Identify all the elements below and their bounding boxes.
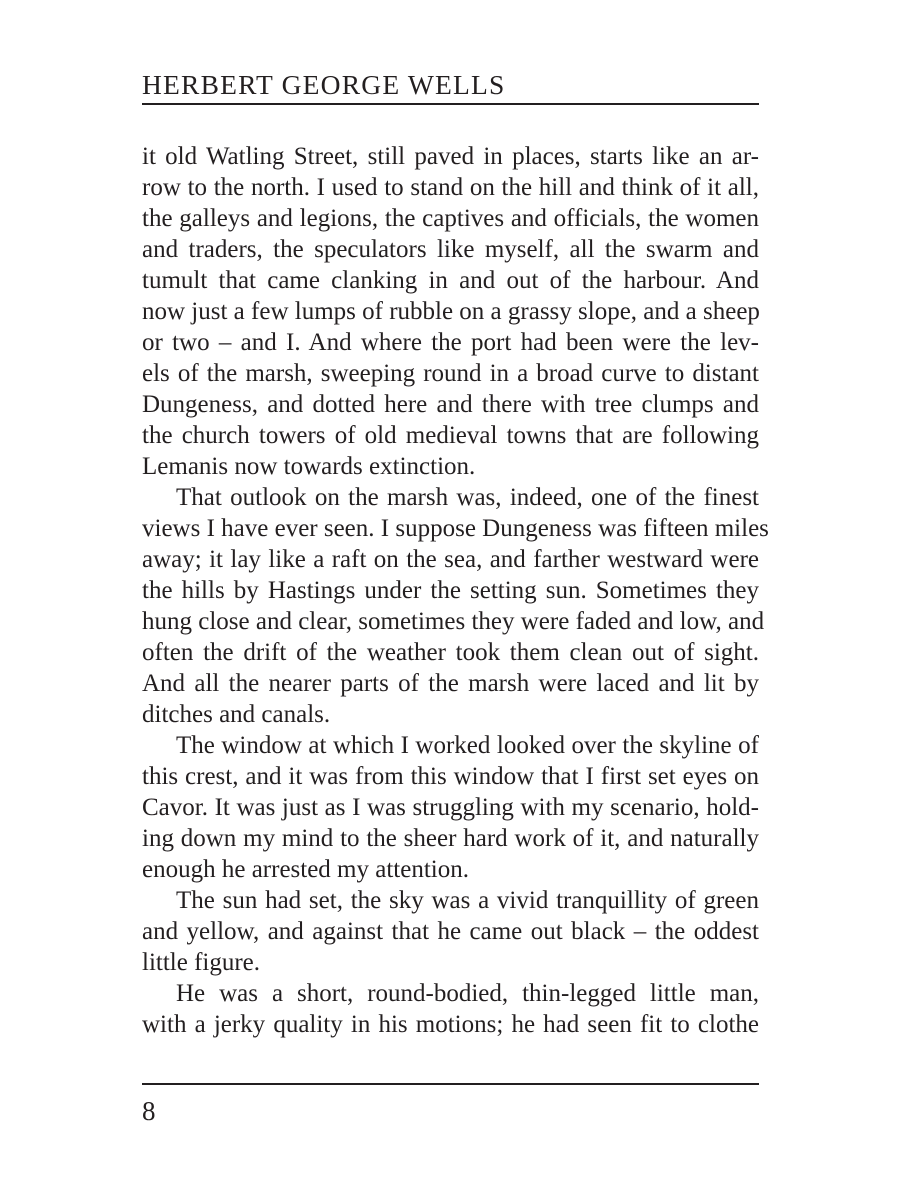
text-line: ing down my mind to the sheer hard work of it, and naturally xyxy=(142,825,759,852)
text-line: ditches and canals. xyxy=(142,701,331,728)
text-line: or two – and I. And where the port had been were the lev- xyxy=(142,329,759,356)
text-line: the hills by Hastings under the setting sun. Sometimes they xyxy=(142,577,759,604)
text-line: and traders, the speculators like myself, all the swarm and xyxy=(142,236,759,263)
text-line: And all the nearer parts of the marsh were laced and lit by xyxy=(142,670,759,697)
text-line: enough he arrested my attention. xyxy=(142,856,469,883)
paragraph xyxy=(142,978,759,1040)
body-text xyxy=(142,141,769,1040)
text-line: away; it lay like a raft on the sea, and farther westward were xyxy=(142,546,759,573)
paragraph xyxy=(142,482,769,730)
footer-rule xyxy=(142,1083,759,1085)
page-number: 8 xyxy=(142,1096,156,1126)
text-line: hung close and clear, sometimes they were faded and low, and xyxy=(142,608,765,635)
book-page xyxy=(142,0,769,1200)
paragraph xyxy=(142,141,759,482)
text-line: Dungeness, and dotted here and there with tree clumps and xyxy=(142,391,759,418)
text-line: little figure. xyxy=(142,949,261,976)
text-line: The window at which I worked looked over the skyline of xyxy=(176,732,759,759)
paragraph xyxy=(142,885,759,978)
text-line: the church towers of old medieval towns that are following xyxy=(142,422,759,449)
text-line: the galleys and legions, the captives and officials, the women xyxy=(142,205,759,232)
text-line: The sun had set, the sky was a vivid tranquillity of green xyxy=(176,887,759,914)
text-line: Cavor. It was just as I was struggling with my scenario, hold- xyxy=(142,794,759,821)
text-line: That outlook on the marsh was, indeed, one of the finest xyxy=(176,484,759,511)
text-line: it old Watling Street, still paved in places, starts like an ar- xyxy=(142,143,759,170)
text-line: els of the marsh, sweeping round in a broad curve to distant xyxy=(142,360,759,387)
text-line: now just a few lumps of rubble on a grassy slope, and a sheep xyxy=(142,298,760,325)
header-rule xyxy=(142,103,759,105)
running-head: HERBERT GEORGE WELLS xyxy=(142,69,506,100)
text-line: with a jerky quality in his motions; he had seen fit to clothe xyxy=(142,1011,759,1038)
text-line: Lemanis now towards extinction. xyxy=(142,453,476,480)
text-line: this crest, and it was from this window that I first set eyes on xyxy=(142,763,759,790)
text-line: tumult that came clanking in and out of the harbour. And xyxy=(142,267,759,294)
paragraph xyxy=(142,730,759,885)
text-line: and yellow, and against that he came out black – the oddest xyxy=(142,918,759,945)
text-line: row to the north. I used to stand on the hill and think of it all, xyxy=(142,174,759,201)
text-line: He was a short, round-bodied, thin-legged little man, xyxy=(176,980,759,1007)
text-line: often the drift of the weather took them clean out of sight. xyxy=(142,639,759,666)
text-line: views I have ever seen. I suppose Dungeness was fifteen miles xyxy=(142,515,769,542)
